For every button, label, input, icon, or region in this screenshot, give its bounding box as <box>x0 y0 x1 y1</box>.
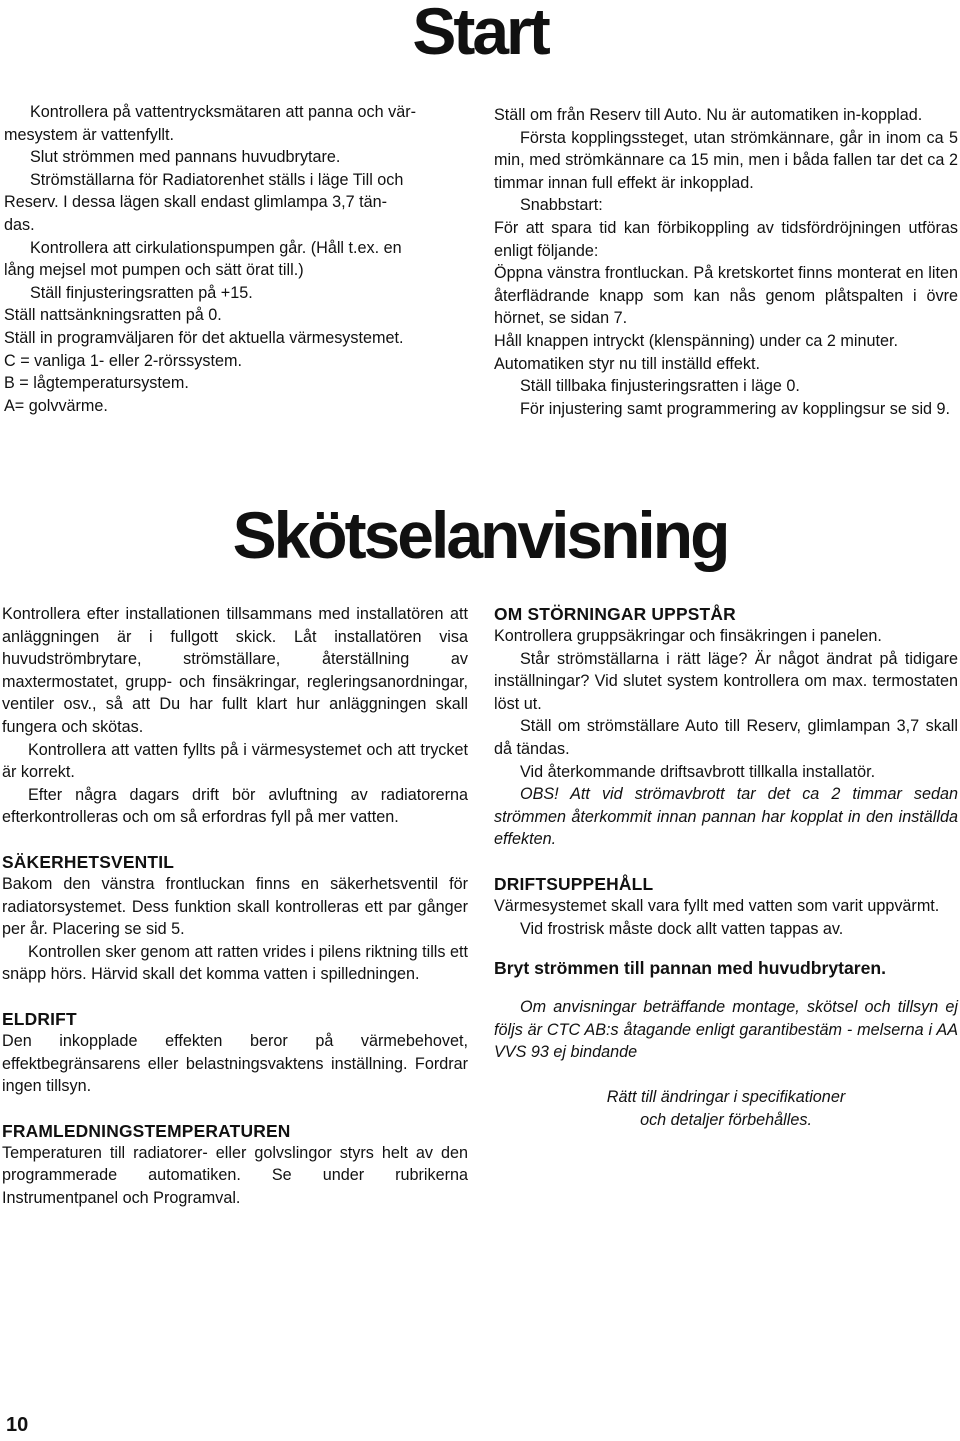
paragraph: Öppna vänstra frontluckan. På kretskortet finns monterat en liten återflädrande knapp som kan nås genom plåtspalten i övre hörnet, se sidan 7. <box>494 264 958 328</box>
paragraph: Står strömställarna i rätt läge? Är något ändrat på tidigare inställningar? Vid slutet system kontrollera om max. termostaten löst ut. <box>494 649 958 713</box>
warning-line: Bryt strömmen till pannan med huvudbrytaren. <box>494 958 887 979</box>
heading-sakerhetsventil: SÄKERHETSVENTIL <box>2 851 175 872</box>
paragraph: Kontrollera gruppsäkringar och finsäkringen i panelen. <box>494 627 882 645</box>
spacer <box>2 829 468 851</box>
maintenance-right-column <box>494 603 958 1131</box>
text-line: Ställ in programväljaren för det aktuella värmesystemet. <box>4 328 404 347</box>
page-title-start: Start <box>412 0 548 68</box>
paragraph: Ställ om strömställare Auto till Reserv, glimlampan 3,7 skall då tändas. <box>494 717 958 758</box>
text-line: Kontrollera att cirkulationspumpen går. (Håll t.ex. en <box>30 238 402 257</box>
paragraph: Efter några dagars drift bör avluftning av radiatorerna efterkontrolleras och om så erfordras fyll på mer vatten. <box>2 785 468 827</box>
heading-framledningstemperaturen: FRAMLEDNINGSTEMPERATUREN <box>2 1120 291 1141</box>
text-line: Kontrollera på vattentrycksmätaren att panna och vär- <box>30 103 417 121</box>
spacer <box>494 851 958 873</box>
paragraph: För injustering samt programmering av kopplingsur se sid 9. <box>520 399 951 418</box>
paragraph-obs: OBS! Att vid strömavbrott tar det ca 2 timmar sedan strömmen återkommit innan pannan har kopplat in den inställda effekten. <box>494 785 958 849</box>
paragraph: Kontrollen sker genom att ratten vrides i pilens riktning tills ett snäpp hörs. Härvid skall det komma vatten i spilledningen. <box>2 942 468 984</box>
spacer <box>2 1098 468 1120</box>
text-line: Slut strömmen med pannans huvudbrytare. <box>30 148 341 167</box>
paragraph: Värmesystemet skall vara fyllt med vatten som varit uppvärmt. <box>494 896 940 915</box>
paragraph: Bakom den vänstra frontluckan finns en säkerhetsventil för radiatorsystemet. Dess funktion skall kontrolleras ett par gånger per år. Placering se sid 5. <box>2 874 468 939</box>
maintenance-left-column <box>2 603 468 1209</box>
text-line: Strömställarna för Radiatorenhet ställs i läge Till och <box>30 170 404 189</box>
text-line: Ställ nattsänkningsratten på 0. <box>4 306 222 325</box>
reservation-note-line: Rätt till ändringar i specifikationer <box>606 1087 846 1106</box>
text-line: A= golvvärme. <box>4 396 108 415</box>
paragraph: Kontrollera att vatten fyllts på i värmesystemet och att trycket är korrekt. <box>2 740 468 782</box>
paragraph: Den inkopplade effekten beror på värmebehovet, effektbegränsarens eller belastningsvaktens inställning. Fordrar ingen tillsyn. <box>2 1031 468 1096</box>
paragraph: Håll knappen intryckt (klenspänning) under ca 2 minuter. <box>494 331 899 350</box>
spacer <box>2 986 468 1008</box>
paragraph: För att spara tid kan förbikoppling av tidsfördröjningen utföras enligt följande: <box>494 218 958 260</box>
spacer <box>494 1064 958 1086</box>
text-line: Reserv. I dessa lägen skall endast glimlampa 3,7 tän- <box>4 193 387 212</box>
start-instructions-left <box>0 101 470 417</box>
page-title-skotselanvisning: Skötselanvisning <box>232 498 728 572</box>
text-line: C = vanliga 1- eller 2-rörssystem. <box>4 351 242 370</box>
paragraph: Snabbstart: <box>520 196 603 215</box>
paragraph: Ställ om från Reserv till Auto. Nu är automatiken in-kopplad. <box>494 106 923 124</box>
page-number: 10 <box>6 1414 29 1436</box>
text-line: das. <box>4 215 35 234</box>
text-line: lång mejsel mot pumpen och sätt örat till.) <box>4 261 304 280</box>
spacer <box>494 980 958 996</box>
paragraph: Automatiken styr nu till inställd effekt. <box>494 354 761 373</box>
reservation-note-line: och detaljer förbehålles. <box>640 1110 812 1129</box>
paragraph: Första kopplingssteget, utan strömkännare, går in inom ca 5 min, med strömkännare ca 15 min, men i båda fallen tar det ca 2 timmar innan full effekt är inkopplad. <box>494 128 958 192</box>
heading-om-storningar: OM STÖRNINGAR UPPSTÅR <box>494 604 736 624</box>
warranty-note: Om anvisningar beträffande montage, skötsel och tillsyn ej följs är CTC AB:s åtagande enligt garantibestäm - melserna i AA VVS 93 ej bindande <box>494 998 958 1062</box>
heading-eldrift: ELDRIFT <box>2 1008 77 1029</box>
text-line: B = lågtemperatursystem. <box>4 374 189 393</box>
paragraph: Ställ tillbaka finjusteringsratten i läge 0. <box>520 377 800 396</box>
text-line: mesystem är vattenfyllt. <box>4 125 175 144</box>
paragraph: Temperaturen till radiatorer- eller golvslingor styrs helt av den programmerade automatiken. Se under rubrikerna Instrumentpanel och Programval. <box>2 1143 468 1207</box>
text-line: Ställ finjusteringsratten på +15. <box>30 283 253 302</box>
paragraph: Vid frostrisk måste dock allt vatten tappas av. <box>520 919 844 938</box>
paragraph: Vid återkommande driftsavbrott tillkalla installatör. <box>520 762 876 781</box>
heading-driftsuppehall: DRIFTSUPPEHÅLL <box>494 873 654 894</box>
start-instructions-right <box>494 104 958 420</box>
paragraph: Kontrollera efter installationen tillsammans med installatören att anläggningen är i fullgott skick. Låt installatören visa huvudströmbrytare, strömställare, återställning av maxtermostatet, grupp- och finsäkringar, regleringsanordningar, ventiler osv., så att Du har fullt klart hur anläggningen skall fungera och skötas. <box>2 605 468 736</box>
spacer <box>494 940 958 956</box>
